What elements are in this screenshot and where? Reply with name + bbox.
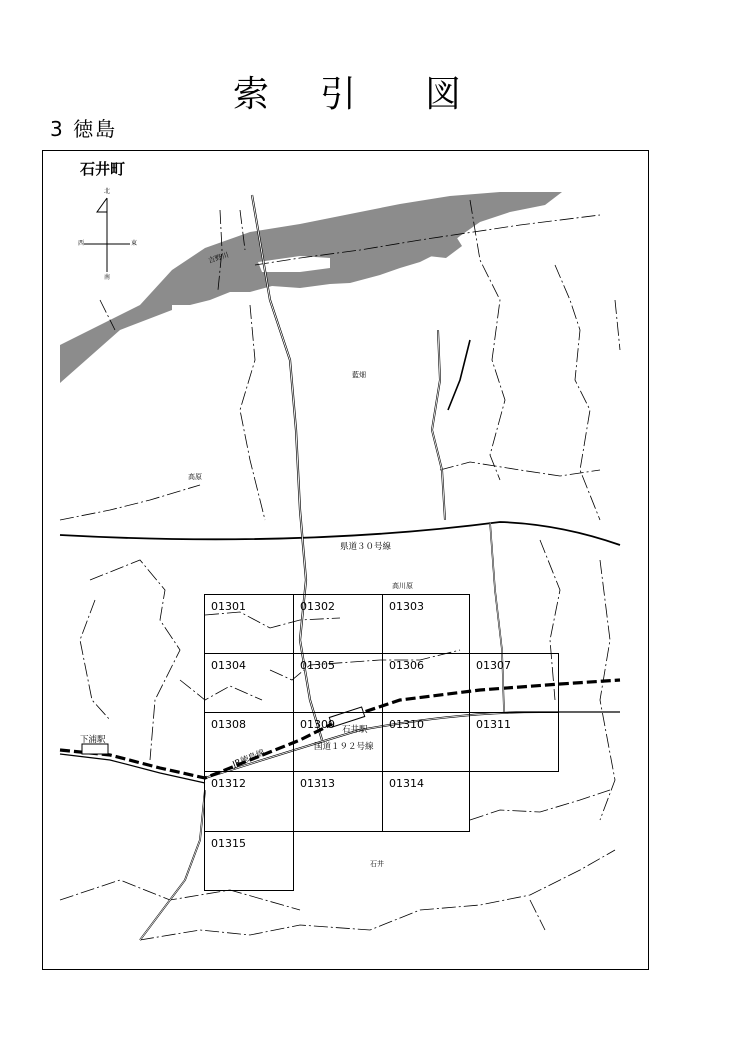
grid-sheet-label: 01309 <box>300 718 335 731</box>
compass-east-label: 東 <box>131 240 138 247</box>
compass-west-label: 西 <box>78 240 85 247</box>
grid-sheet-label: 01311 <box>476 718 511 731</box>
grid-sheet-label: 01302 <box>300 600 335 613</box>
grid-sheet-01307[interactable] <box>469 653 559 713</box>
grid-sheet-01310[interactable] <box>382 712 470 772</box>
southwest-road <box>140 790 205 940</box>
grid-sheet-01309[interactable] <box>293 712 383 772</box>
section-subtitle: 3 徳島 <box>50 117 118 141</box>
grid-sheet-label: 01310 <box>389 718 424 731</box>
title-char-3: 図 <box>425 74 462 115</box>
station-shimoura-marker <box>82 744 108 754</box>
grid-sheet-01308[interactable] <box>204 712 294 772</box>
river-area <box>140 192 562 305</box>
grid-sheet-label: 01315 <box>211 837 246 850</box>
grid-sheet-01304[interactable] <box>204 653 294 713</box>
compass-south-label: 南 <box>104 274 111 281</box>
grid-sheet-01303[interactable] <box>382 594 470 654</box>
grid-sheet-01306[interactable] <box>382 653 470 713</box>
grid-sheet-label: 01314 <box>389 777 424 790</box>
grid-sheet-label: 01312 <box>211 777 246 790</box>
grid-sheet-01312[interactable] <box>204 771 294 832</box>
station-label-shimoura: 下浦駅 <box>80 735 106 745</box>
district-label-aibata: 藍畑 <box>352 371 366 379</box>
grid-sheet-label: 01305 <box>300 659 335 672</box>
grid-sheet-01302[interactable] <box>293 594 383 654</box>
grid-sheet-01314[interactable] <box>382 771 470 832</box>
grid-sheet-label: 01304 <box>211 659 246 672</box>
title-char-1: 索 <box>233 74 270 115</box>
station-label-ishii: 石井駅 <box>342 725 368 735</box>
compass-rose <box>84 198 130 272</box>
grid-sheet-label: 01303 <box>389 600 424 613</box>
national-road-label: 国道１９２号線 <box>314 742 374 752</box>
grid-sheet-label: 01307 <box>476 659 511 672</box>
grid-sheet-01301[interactable] <box>204 594 294 654</box>
compass-north-label: 北 <box>104 188 111 195</box>
rail-line-label: JR徳島線 <box>231 748 267 770</box>
district-label-ishii: 石井 <box>370 860 384 868</box>
town-name: 石井町 <box>80 160 126 178</box>
grid-sheet-01311[interactable] <box>469 712 559 772</box>
prefectural-road-label: 県道３０号線 <box>340 542 392 552</box>
grid-sheet-01305[interactable] <box>293 653 383 713</box>
river-label: 吉野川 <box>207 250 230 266</box>
grid-sheet-label: 01308 <box>211 718 246 731</box>
grid-sheet-label: 01313 <box>300 777 335 790</box>
grid-sheet-01313[interactable] <box>293 771 383 832</box>
title-char-2: 引 <box>320 74 357 115</box>
district-label-takagawara: 高川原 <box>392 582 413 590</box>
district-label-takahara: 高原 <box>188 473 202 481</box>
grid-sheet-label: 01306 <box>389 659 424 672</box>
grid-sheet-label: 01301 <box>211 600 246 613</box>
grid-sheet-01315[interactable] <box>204 831 294 891</box>
river-area-west <box>60 300 172 383</box>
